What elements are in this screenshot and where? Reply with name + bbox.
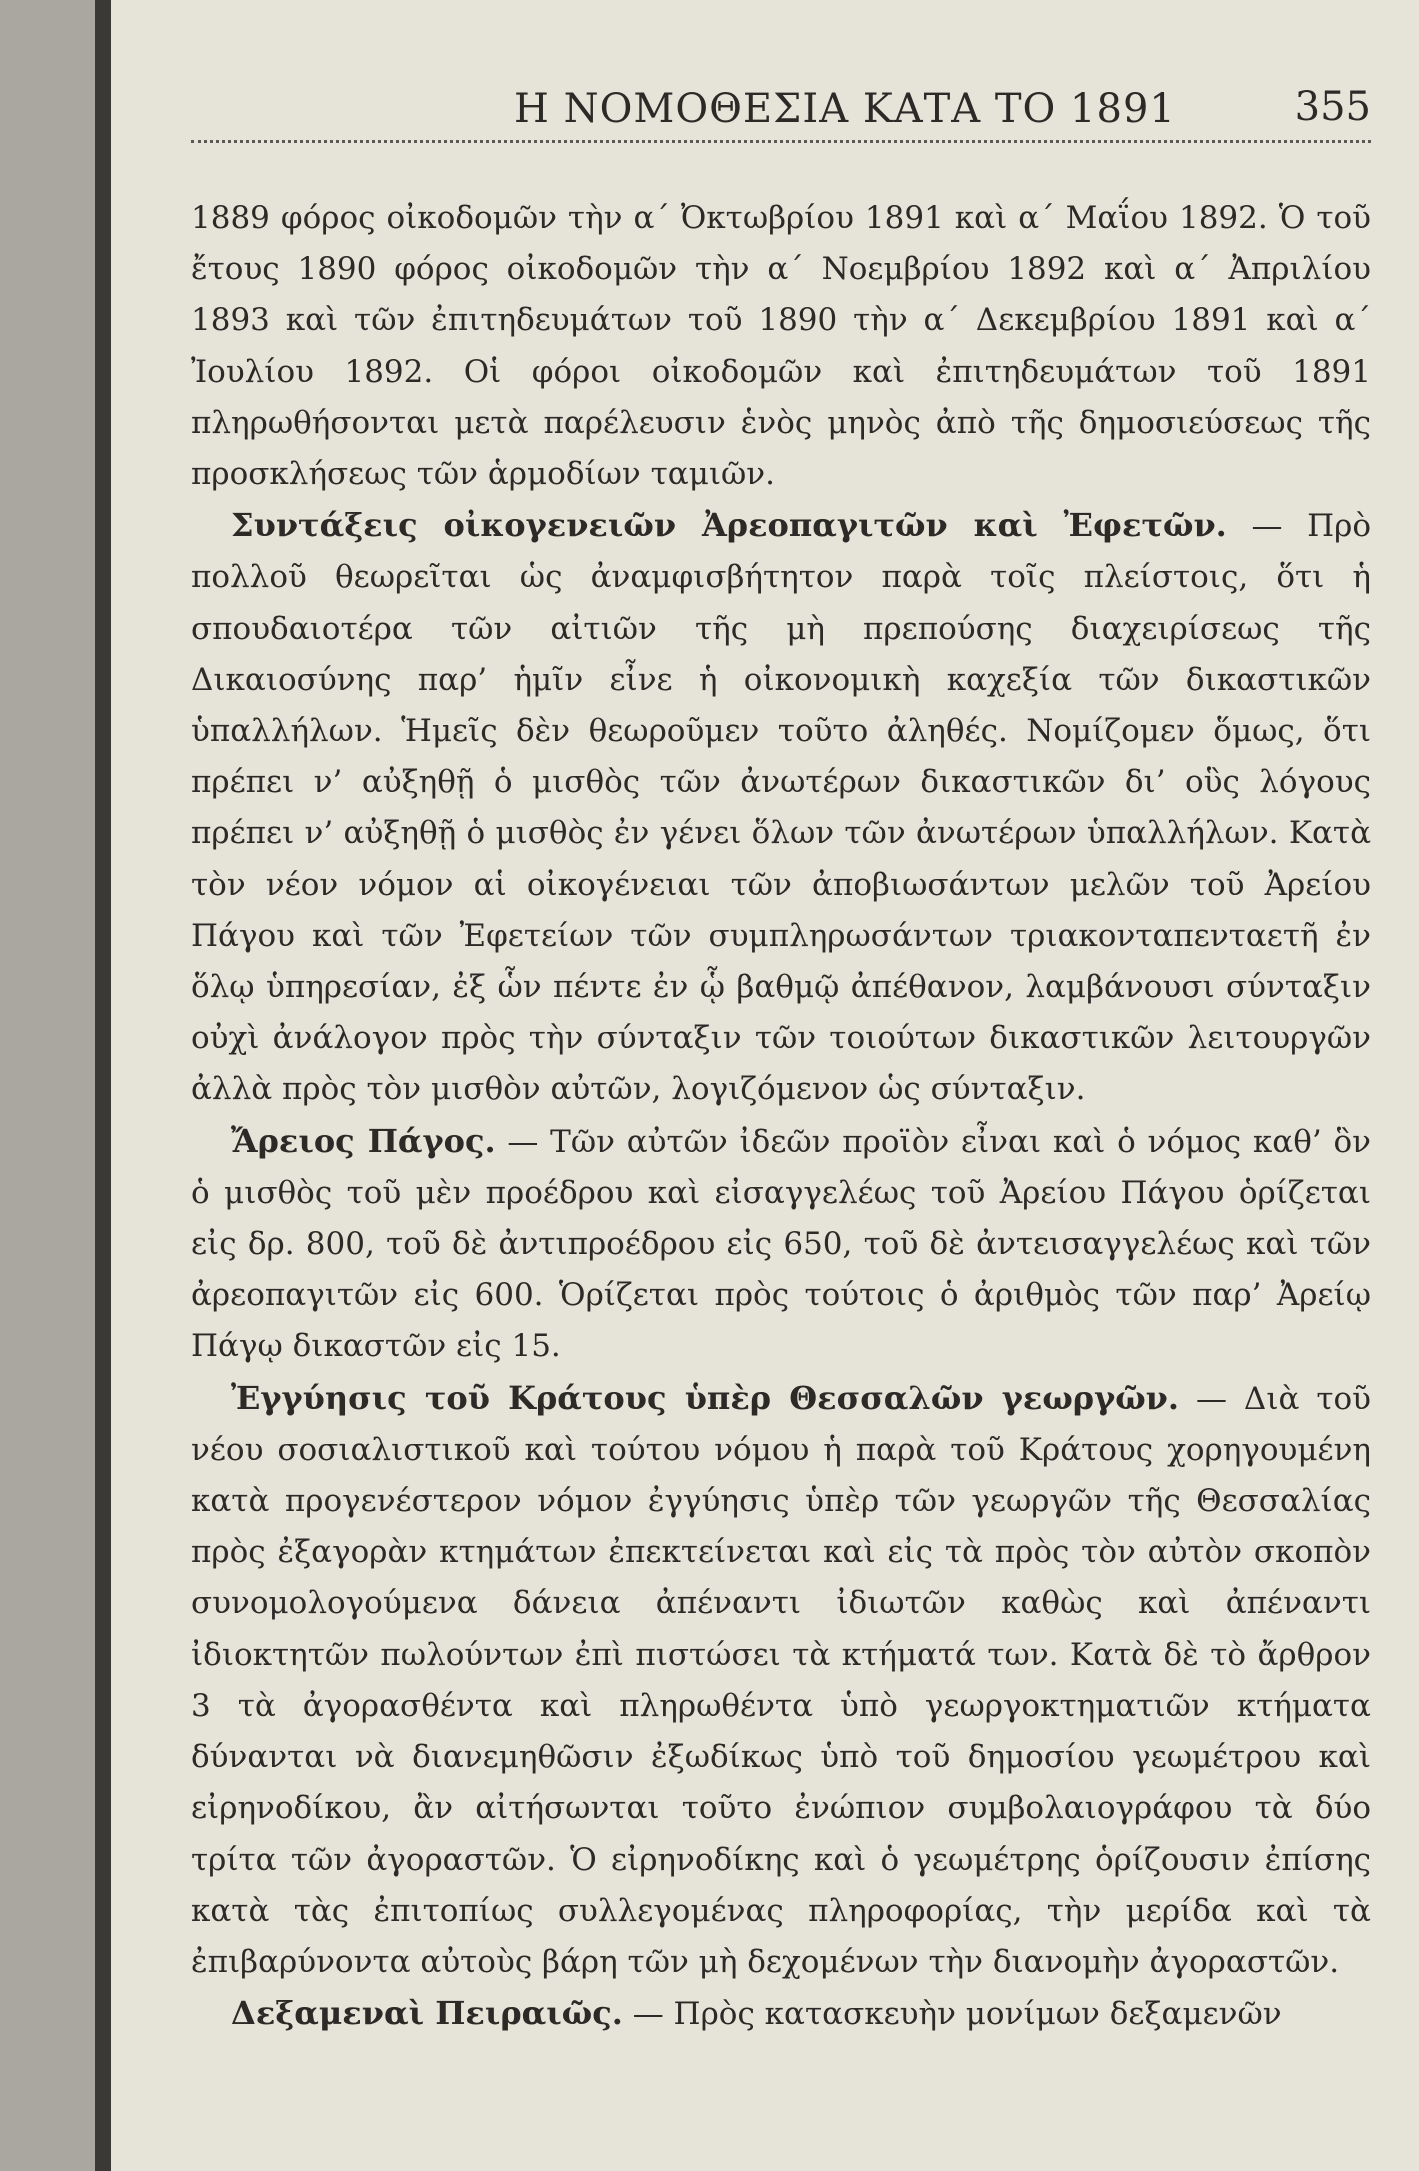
paragraph [191, 192, 1371, 500]
page-number: 355 [1294, 84, 1371, 130]
paragraph [191, 1988, 1371, 2040]
running-title: Η ΝΟΜΟΘΕΣΙΑ ΚΑΤΑ ΤΟ 1891 [514, 86, 1176, 132]
paragraph [191, 1373, 1371, 1988]
body-text [191, 192, 1371, 2040]
paragraph-heading: Ἐγγύησις τοῦ Κράτους ὑπὲρ Θεσσαλῶν γεωργῶν. [231, 1378, 1180, 1417]
book-page [111, 0, 1419, 2171]
paragraph-heading: Ἄρειος Πάγος. [231, 1121, 496, 1160]
paragraph-text: — Πρὸ πολλοῦ θεωρεῖται ὡς ἀναμφισβήτητον παρὰ τοῖς πλείστοις, ὅτι ἡ σπουδαιοτέρα τῶν αἰτιῶν τῆς μὴ πρεπούσης διαχειρίσεως τῆς Δικαιοσύνης παρ’ ἡμῖν εἶνε ἡ οἰκονομικὴ καχεξία τῶν δικαστικῶν ὑπαλλήλων. Ἡμεῖς δὲν θεωροῦμεν τοῦτο ἀληθές. Νομίζομεν ὅμως, ὅτι πρέπει ν’ αὐξηθῇ ὁ μισθὸς τῶν ἀνωτέρων δικαστικῶν δι’ οὓς λόγους πρέπει ν’ αὐξηθῇ ὁ μισθὸς ἐν γένει ὅλων τῶν ἀνωτέρων ὑπαλλήλων. Κατὰ τὸν νέον νόμον αἱ οἰκογένειαι τῶν ἀποβιωσάντων μελῶν τοῦ Ἀρείου Πάγου καὶ τῶν Ἐφετείων τῶν συμπληρωσάντων τριακονταπενταετῆ ἐν ὅλῳ ὑπηρεσίαν, ἐξ ὧν πέντε ἐν ᾧ βαθμῷ ἀπέθανον, λαμβάνουσι σύνταξιν οὐχὶ ἀνάλογον πρὸς τὴν σύνταξιν τῶν τοιούτων δικαστικῶν λειτουργῶν ἀλλὰ πρὸς τὸν μισθὸν αὐτῶν, λογιζόμενον ὡς σύνταξιν. [191, 508, 1372, 1108]
page-header [191, 80, 1371, 140]
left-margin [0, 0, 95, 2171]
paragraph-text: — Πρὸς κατασκευὴν μονίμων δεξαμενῶν [632, 1996, 1282, 2033]
paragraph-text: — Τῶν αὐτῶν ἰδεῶν προϊὸν εἶναι καὶ ὁ νόμος καθ’ ὃν ὁ μισθὸς τοῦ μὲν προέδρου καὶ εἰσαγγελέως τοῦ Ἀρείου Πάγου ὁρίζεται εἰς δρ. 800, τοῦ δὲ ἀντιπροέδρου εἰς 650, τοῦ δὲ ἀντεισαγγελέως καὶ τῶν ἀρεοπαγιτῶν εἰς 600. Ὁρίζεται πρὸς τούτοις ὁ ἀριθμὸς τῶν παρ’ Ἀρείῳ Πάγῳ δικαστῶν εἰς 15. [191, 1123, 1372, 1365]
paragraph-heading: Συντάξεις οἰκογενειῶν Ἀρεοπαγιτῶν καὶ Ἐφετῶν. [231, 506, 1227, 545]
paragraph [191, 1116, 1371, 1373]
paragraph-text: 1889 φόρος οἰκοδομῶν τὴν α΄ Ὀκτωβρίου 1891 καὶ α΄ Μαΐου 1892. Ὁ τοῦ ἔτους 1890 φόρος οἰκοδομῶν τὴν α΄ Νοεμβρίου 1892 καὶ α΄ Ἀπριλίου 1893 καὶ τῶν ἐπιτηδευμάτων τοῦ 1890 τὴν α΄ Δεκεμβρίου 1891 καὶ α΄ Ἰουλίου 1892. Οἱ φόροι οἰκοδομῶν καὶ ἐπιτηδευμάτων τοῦ 1891 πληρωθήσονται μετὰ παρέλευσιν ἑνὸς μηνὸς ἀπὸ τῆς δημοσιεύσεως τῆς προσκλήσεως τῶν ἁρμοδίων ταμιῶν. [191, 200, 1371, 493]
paragraph [191, 500, 1371, 1115]
paragraph-heading: Δεξαμεναὶ Πειραιῶς. [231, 1994, 623, 2033]
binding-shadow [95, 0, 111, 2171]
paragraph-text: — Διὰ τοῦ νέου σοσιαλιστικοῦ καὶ τούτου νόμου ἡ παρὰ τοῦ Κράτους χορηγουμένη κατὰ προγενέστερον νόμον ἐγγύησις ὑπὲρ τῶν γεωργῶν τῆς Θεσσαλίας πρὸς ἐξαγορὰν κτημάτων ἐπεκτείνεται καὶ εἰς τὰ πρὸς τὸν αὐτὸν σκοπὸν συνομολογούμενα δάνεια ἀπέναντι ἰδιωτῶν καθὼς καὶ ἀπέναντι ἰδιοκτητῶν πωλούντων ἐπὶ πιστώσει τὰ κτήματά των. Κατὰ δὲ τὸ ἄρθρον 3 τὰ ἀγορασθέντα καὶ πληρωθέντα ὑπὸ γεωργοκτηματιῶν κτήματα δύνανται νὰ διανεμηθῶσιν ἐξωδίκως ὑπὸ τοῦ δημοσίου γεωμέτρου καὶ εἰρηνοδίκου, ἂν αἰτήσωνται τοῦτο ἐνώπιον συμβολαιογράφου τὰ δύο τρίτα τῶν ἀγοραστῶν. Ὁ εἰρηνοδίκης καὶ ὁ γεωμέτρης ὁρίζουσιν ἐπίσης κατὰ τὰς ἐπιτοπίως συλλεγομένας πληροφορίας, τὴν μερίδα καὶ τὰ ἐπιβαρύνοντα αὐτοὺς βάρη τῶν μὴ δεχομένων τὴν διανομὴν ἀγοραστῶν. [191, 1380, 1372, 1980]
header-rule [191, 140, 1371, 143]
